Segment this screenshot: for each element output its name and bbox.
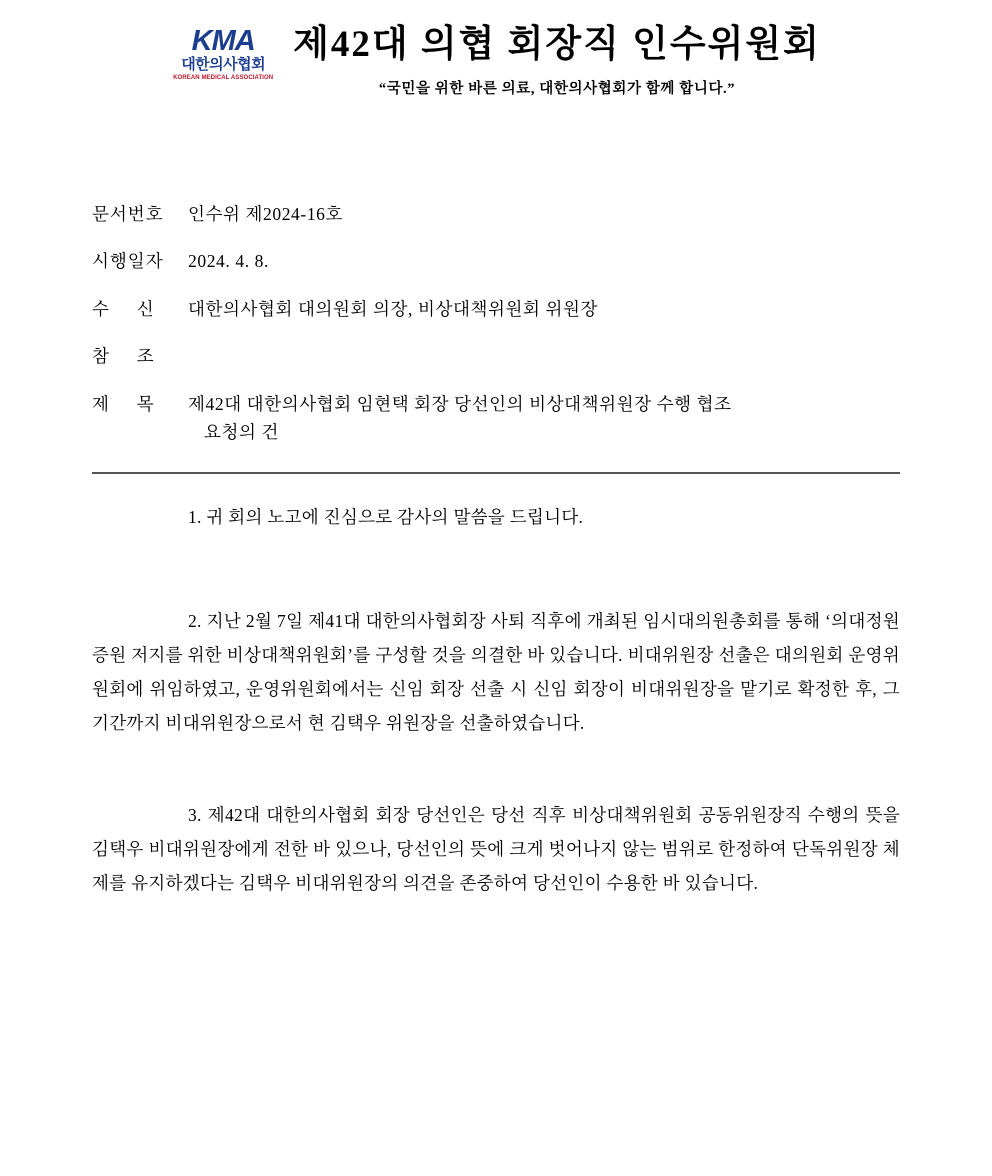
meta-row-date: [92, 253, 900, 271]
meta-label: 문서번호: [92, 203, 164, 224]
body-paragraph-1: 1. 귀 회의 노고에 진심으로 감사의 말씀을 드립니다.: [188, 506, 584, 527]
meta-label: 수 신: [92, 298, 155, 319]
kma-logo: [171, 22, 275, 82]
letterhead-slogan: “국민을 위한 바른 의료, 대한의사협회가 함께 합니다.”: [378, 80, 736, 97]
meta-value: 인수위 제2024-16호: [188, 203, 344, 224]
meta-value: 대한의사협회 대의원회 의장, 비상대책위원회 위원장: [188, 298, 598, 319]
meta-row-document-number: [92, 203, 900, 224]
meta-value-line1: 제42대 대한의사협회 임현택 회장 당선인의 비상대책위원장 수행 협조: [188, 393, 732, 414]
kma-logo-name-ko: 대한의사협회: [181, 55, 266, 73]
meta-value: 2024. 4. 8.: [188, 251, 269, 272]
meta-row-reference: [92, 348, 900, 366]
meta-value: [188, 393, 900, 443]
body-paragraph-2: 2. 지난 2월 7일 제41대 대한의사협회장 사퇴 직후에 개최된 임시대의원총회를 통해 ‘의대정원 증원 저지를 위한 비상대책위원회’를 구성할 것을 의결한 바 있습니다. 비대위원장 선출은 대의원회 운영위원회에 위임하였고, 운영위원회에서는 신임 회장 선출 시 신임 회장이 비대위원장을 맡기로 확정한 후, 그 기간까지 비대위원장으로서 현 김택우 위원장을 선출하였습니다.: [92, 610, 900, 734]
meta-row-recipient: [92, 298, 900, 319]
page-title: 제42대 의협 회장직 인수위원회: [293, 24, 821, 65]
document-body: [92, 500, 900, 901]
letterhead: [92, 0, 900, 98]
meta-value-line2: 요청의 건: [204, 422, 279, 443]
meta-label: 시행일자: [92, 251, 164, 272]
body-paragraph-3: 3. 제42대 대한의사협회 회장 당선인은 당선 직후 비상대책위원회 공동위원장직 수행의 뜻을 김택우 비대위원장에게 전한 바 있으나, 당선인의 뜻에 크게 벗어나지 않는 범위로 한정하여 단독위원장 체제를 유지하겠다는 김택우 비대위원장의 의견을 존중하여 당선인이 수용한 바 있습니다.: [92, 805, 900, 894]
meta-label: 참 조: [92, 346, 155, 367]
kma-logo-name-en: KOREAN MEDICAL ASSOCIATION: [173, 75, 274, 82]
kma-logo-mark: KMA: [191, 25, 255, 57]
header-divider: [92, 472, 900, 474]
meta-row-subject: [92, 393, 900, 443]
meta-label: 제 목: [92, 393, 155, 414]
letterhead-title-block: [293, 22, 821, 98]
document-meta: [92, 203, 900, 443]
